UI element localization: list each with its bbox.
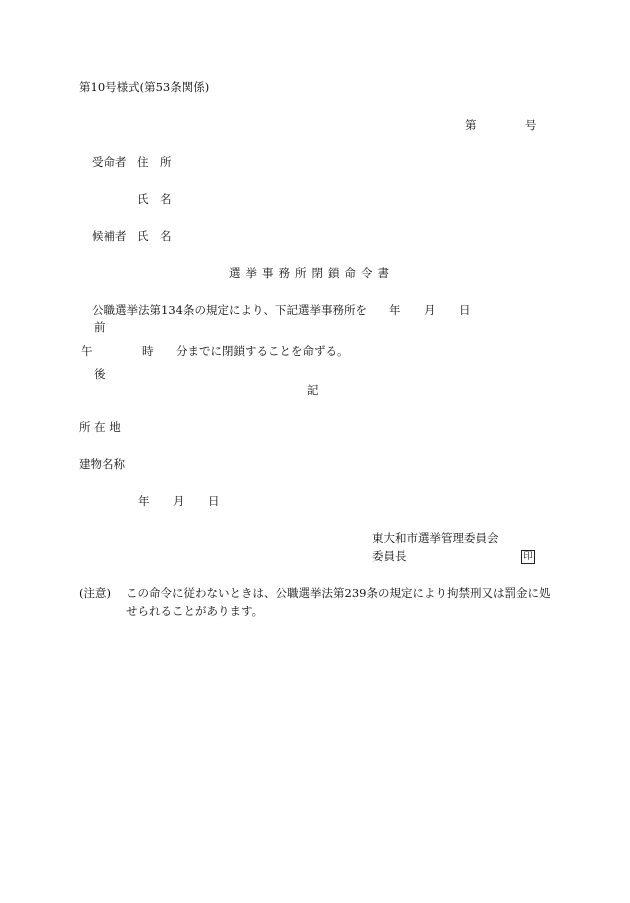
body-month: 月 bbox=[424, 303, 436, 317]
candidate-label: 候補者 bbox=[92, 229, 127, 243]
date-year: 年 bbox=[138, 494, 150, 508]
body-line1: 公職選挙法第134条の規定により、下記選挙事務所を bbox=[92, 303, 367, 317]
body-day: 日 bbox=[459, 303, 471, 317]
document-title: 選挙事務所閉鎖命令書 bbox=[229, 266, 394, 280]
issuer-org: 東大和市選挙管理委員会 bbox=[372, 531, 499, 545]
date-month: 月 bbox=[173, 494, 185, 508]
note-label: (注意) bbox=[79, 586, 111, 600]
body-ato: 後 bbox=[94, 367, 106, 381]
body-line2-rest: 分までに閉鎖することを命ずる。 bbox=[176, 344, 349, 358]
ki-marker: 記 bbox=[307, 383, 319, 397]
recipient-address-label: 住 所 bbox=[137, 155, 172, 169]
body-go: 午 bbox=[81, 344, 93, 358]
recipient-name-label: 氏 名 bbox=[137, 192, 172, 206]
note-line2: せられることがあります。 bbox=[126, 604, 264, 618]
location-label: 所 在 地 bbox=[79, 420, 121, 434]
date-day: 日 bbox=[208, 494, 220, 508]
seal-mark: 印 bbox=[521, 550, 535, 564]
candidate-name-label: 氏 名 bbox=[137, 229, 172, 243]
recipient-label: 受命者 bbox=[92, 155, 127, 169]
issuer-title: 委員長 bbox=[372, 549, 407, 563]
building-label: 建物名称 bbox=[79, 457, 125, 471]
number-suffix: 号 bbox=[525, 118, 537, 132]
note-line1: この命令に従わないときは、公職選挙法第239条の規定により拘禁刑又は罰金に処 bbox=[126, 586, 551, 600]
number-prefix: 第 bbox=[465, 118, 477, 132]
form-header: 第10号様式(第53条関係) bbox=[79, 80, 210, 94]
body-mae: 前 bbox=[94, 320, 106, 334]
body-ji: 時 bbox=[142, 344, 154, 358]
body-year: 年 bbox=[389, 303, 401, 317]
